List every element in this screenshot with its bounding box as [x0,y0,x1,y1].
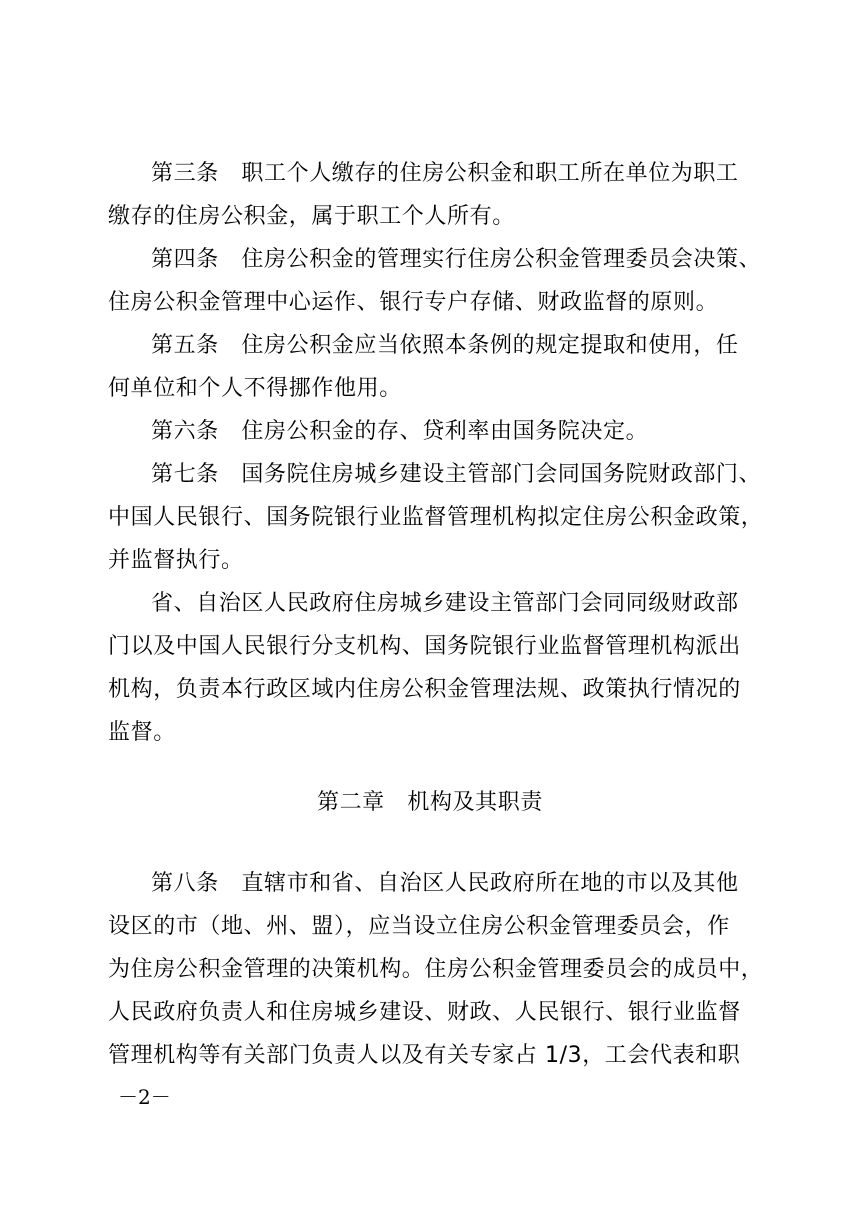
chapter-heading: 第二章 机构及其职责 [316,790,543,815]
article-8-line-4: 人民政府负责人和住房城乡建设、财政、人民银行、银行业监督 [108,1000,741,1025]
article-3-line-2: 缴存的住房公积金，属于职工个人所有。 [108,204,515,229]
article-3-line-1: 第三条 职工个人缴存的住房公积金和职工所在单位为职工 [151,161,739,186]
article-8-line-5: 管理机构等有关部门负责人以及有关专家占 1/3，工会代表和职 [108,1043,741,1068]
article-8-line-3: 为住房公积金管理的决策机构。住房公积金管理委员会的成员中， [108,957,764,982]
paragraph-provincial-line-4: 监督。 [108,720,176,745]
paragraph-provincial-line-3: 机构，负责本行政区域内住房公积金管理法规、政策执行情况的 [108,677,741,702]
paragraph-provincial-line-2: 门以及中国人民银行分支机构、国务院银行业监督管理机构派出 [108,634,741,659]
article-4-line-1: 第四条 住房公积金的管理实行住房公积金管理委员会决策、 [151,247,762,272]
article-6-line-1: 第六条 住房公积金的存、贷利率由国务院决定。 [151,419,649,444]
article-8-line-1: 第八条 直辖市和省、自治区人民政府所在地的市以及其他 [151,871,739,896]
article-5-line-1: 第五条 住房公积金应当依照本条例的规定提取和使用，任 [151,333,739,358]
paragraph-provincial-line-1: 省、自治区人民政府住房城乡建设主管部门会同同级财政部 [151,591,739,616]
article-5-line-2: 何单位和个人不得挪作他用。 [108,376,402,401]
article-7-line-2: 中国人民银行、国务院银行业监督管理机构拟定住房公积金政策， [108,505,764,530]
page-number: －2－ [118,1085,171,1109]
article-7-line-3: 并监督执行。 [108,548,244,573]
article-4-line-2: 住房公积金管理中心运作、银行专户存储、财政监督的原则。 [108,290,719,315]
article-8-line-2: 设区的市（地、州、盟），应当设立住房公积金管理委员会，作 [108,914,730,939]
article-7-line-1: 第七条 国务院住房城乡建设主管部门会同国务院财政部门、 [151,462,762,487]
